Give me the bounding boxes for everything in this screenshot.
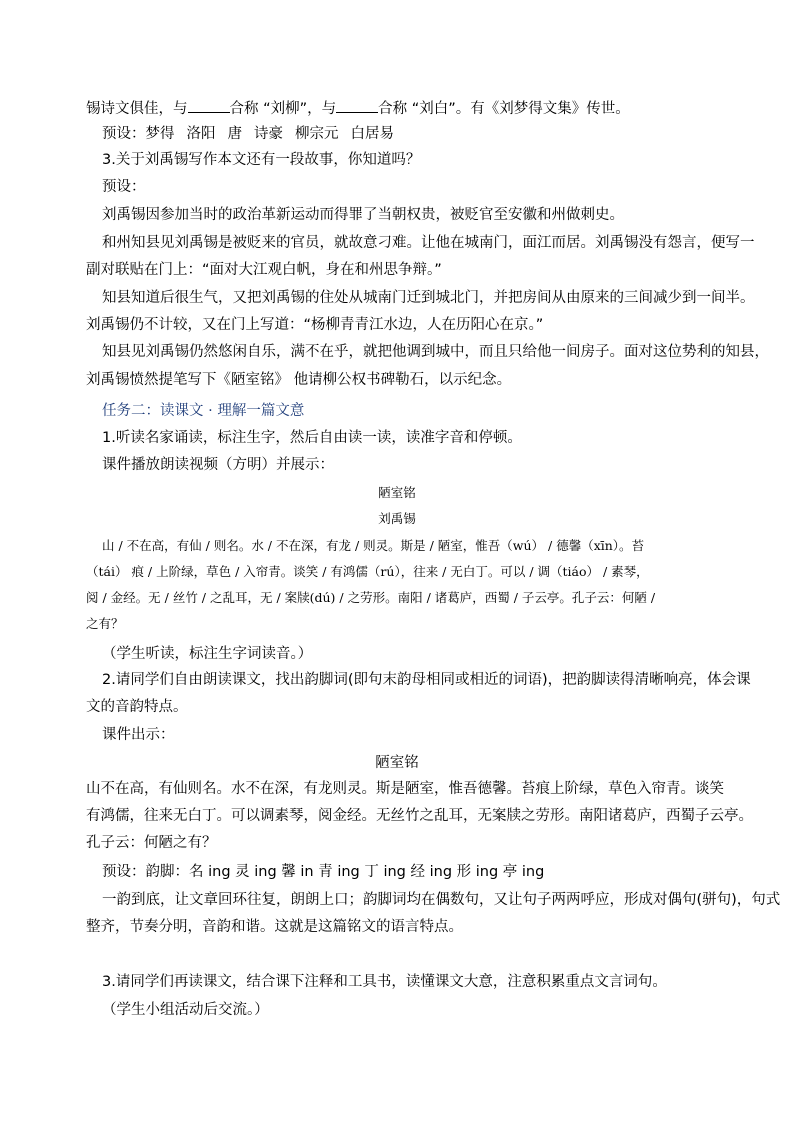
fill-blank-2 [336,98,378,113]
rhyme-line: 预设：韵脚：名 ing 灵 ing 馨 in 青 ing 丁 ing 经 ing 形 ing 亭 ing [102,864,545,880]
poem-author: 刘禹锡 [378,511,416,526]
task2-item-1-sub: 课件播放朗读视频（方明）并展示： [102,457,334,473]
intro-line [86,98,630,119]
fill-blank-1 [188,98,230,113]
story-paragraph-4-cont: 刘禹锡愤然提笔写下《陋室铭》 他请柳公权书碑勒石，以示纪念。 [86,372,512,388]
task2-item-2: 2.请同学们自由朗读课文，找出韵脚词(即句末韵母相同或相近的词语)，把韵脚读得清晰响亮，体会课 [102,672,751,688]
poem-line: 阅 / 金经。无 / 丝竹 / 之乱耳，无 / 案牍(dú) / 之劳形。南阳 / 诸葛庐，西蜀 / 子云亭。孔子云：何陋 / [86,590,656,605]
task2-heading: 任务二：读课文 · 理解一篇文意 [102,403,305,419]
story-paragraph-2-cont: 副对联贴在门上：“面对大江观白帆，身在和州思争辩。” [86,262,442,278]
task2-item-2-sub: 课件出示： [102,727,175,743]
story-question: 3.关于刘禹锡写作本文还有一段故事，你知道吗？ [102,152,421,168]
story-preset-label: 预设： [102,179,146,195]
intro-text-1: 锡诗文俱佳，与 [86,101,188,117]
intro-preset-line [102,124,394,144]
item-3-note: （学生小组活动后交流。） [102,1002,269,1018]
text-line: 孔子云：何陋之有？ [86,835,217,851]
item-1-note: （学生听读，标注生字词读音。） [102,646,313,662]
preset-item: 诗豪 [254,126,283,142]
text-title: 陋室铭 [375,755,419,771]
poem-line: 山 / 不在高，有仙 / 则名。水 / 不在深，有龙 / 则灵。斯是 / 陋室，惟吾（wú） / 德馨（xīn）。苔 [102,538,645,553]
preset-item: 白居易 [350,126,394,142]
rhyme-explanation: 一韵到底，让文章回环往复，朗朗上口；韵脚词均在偶数句，又让句子两两呼应，形成对偶句(骈句)，句式 [102,892,781,908]
intro-text-3: 合称 “刘白”。有《刘梦得文集》传世。 [378,101,630,117]
preset-label: 预设： [102,126,146,142]
story-paragraph-1: 刘禹锡因参加当时的政治革新运动而得罪了当朝权贵，被贬官至安徽和州做刺史。 [102,207,624,223]
story-paragraph-2: 和州知县见刘禹锡是被贬来的官员，就故意刁难。让他在城南门，面江而居。刘禹锡没有怨言，便写一 [102,235,755,251]
preset-item: 柳宗元 [295,126,339,142]
poem-line: （tái） 痕 / 上阶绿，草色 / 入帘青。谈笑 / 有鸿儒（rú），往来 / 无白丁。可以 / 调（tiáo） / 素琴， [86,564,649,579]
story-paragraph-4: 知县见刘禹锡仍然悠闲自乐，满不在乎，就把他调到城中，而且只给他一间房子。面对这位势利的知县， [102,344,769,360]
preset-item: 梦得 [145,126,175,142]
text-line: 山不在高，有仙则名。水不在深，有龙则灵。斯是陋室，惟吾德馨。苔痕上阶绿，草色入帘青。谈笑 [86,781,724,797]
task2-item-3: 3.请同学们再读课文，结合课下注释和工具书，读懂课文大意，注意积累重点文言词句。 [102,974,667,990]
poem-title: 陋室铭 [378,485,416,500]
preset-item: 唐 [227,126,242,142]
text-line: 有鸿儒，往来无白丁。可以调素琴，阅金经。无丝竹之乱耳，无案牍之劳形。南阳诸葛庐，西蜀子云亭。 [86,808,753,824]
poem-line: 之有？ [86,616,124,631]
story-paragraph-3-cont: 刘禹锡仍不计较，又在门上写道：“杨柳青青江水边，人在历阳心在京。” [86,317,544,333]
task2-item-2-cont: 文的音韵特点。 [86,699,188,715]
intro-text-2: 合称 “刘柳”，与 [229,101,337,117]
story-paragraph-3: 知县知道后很生气，又把刘禹锡的住处从城南门迁到城北门，并把房间从由原来的三间减少到一间半。 [102,290,755,306]
rhyme-explanation-cont: 整齐，节奏分明，音韵和谐。这就是这篇铭文的语言特点。 [86,919,463,935]
task2-item-1: 1.听读名家诵读，标注生字，然后自由读一读，读准字音和停顿。 [102,430,522,446]
preset-item: 洛阳 [186,126,216,142]
